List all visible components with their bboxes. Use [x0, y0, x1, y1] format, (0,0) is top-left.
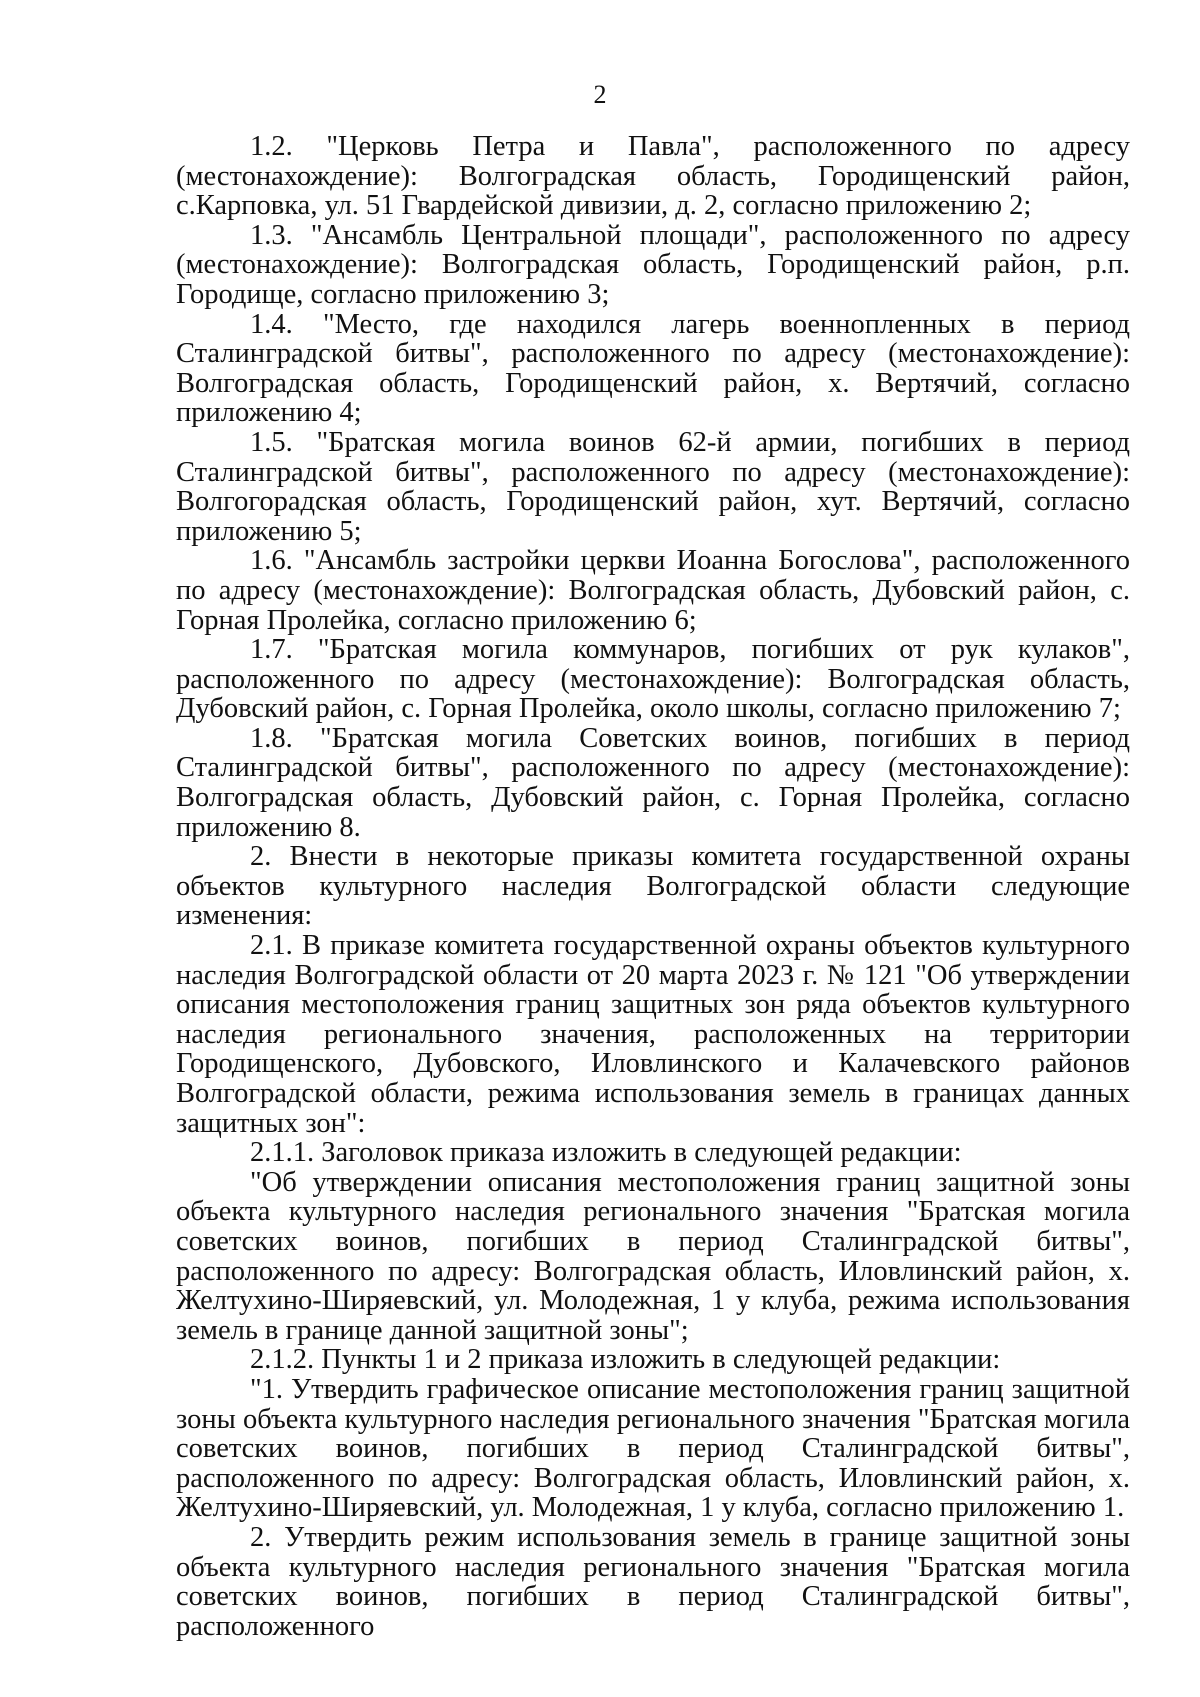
quoted-item-1-paragraph: "1. Утвердить графическое описание местоположения границ защитной зоны объекта культурного наследия регионального значения "Братская могила советских воинов, погибших в период Сталинградской битвы", расположенного по адресу: Волгоградская область, Иловлинский район, х. Желтухино-Ширяевский, ул. Молодежная, 1 у клуба, согласно приложению 1.: [176, 1373, 1130, 1524]
paragraph-1-7: 1.7. "Братская могила коммунаров, погибших от рук кулаков", расположенного по адресу (местонахождение): Волгоградская область, Дубовский район, с. Горная Пролейка, около школы, согласно приложению 7;: [176, 634, 1130, 725]
quoted-item-2-paragraph: 2. Утвердить режим использования земель в границе защитной зоны объекта культурного наследия регионального значения "Братская могила советских воинов, погибших в период Сталинградской битвы", расположенного: [176, 1521, 1130, 1642]
paragraph-1-2: 1.2. "Церковь Петра и Павла", расположенного по адресу (местонахождение): Волгоградская область, Городищенский район, с.Карповка, ул. 51 Гвардейской дивизии, д. 2, согласно приложению 2;: [176, 131, 1130, 222]
paragraph-1-8: 1.8. "Братская могила Советских воинов, погибших в период Сталинградской битвы", расположенного по адресу (местонахождение): Волгоградская область, Дубовский район, с. Горная Пролейка, согласно приложению 8.: [176, 722, 1130, 843]
quoted-title-paragraph: "Об утверждении описания местоположения границ защитной зоны объекта культурного наследия регионального значения "Братская могила советских воинов, погибших в период Сталинградской битвы", расположенного по адресу: Волгоградская область, Иловлинский район, х. Желтухино-Ширяевский, ул. Молодежная, 1 у клуба, режима использования земель в границе данной защитной зоны";: [176, 1166, 1130, 1346]
paragraph-1-3: 1.3. "Ансамбль Центральной площади", расположенного по адресу (местонахождение): Волгоградская область, Городищенский район, р.п. Городище, согласно приложению 3;: [176, 219, 1130, 310]
paragraph-1-6: 1.6. "Ансамбль застройки церкви Иоанна Богослова", расположенного по адресу (местонахождение): Волгоградская область, Дубовский район, с. Горная Пролейка, согласно приложению 6;: [176, 545, 1130, 636]
paragraph-2-1-1: 2.1.1. Заголовок приказа изложить в следующей редакции:: [250, 1137, 962, 1169]
paragraph-2-1-2: 2.1.2. Пункты 1 и 2 приказа изложить в следующей редакции:: [250, 1344, 1001, 1376]
document-body: [176, 132, 1130, 1641]
page-number: 2: [593, 80, 607, 109]
paragraph-2-1: 2.1. В приказе комитета государственной охраны объектов культурного наследия Волгоградской области от 20 марта 2023 г. № 121 "Об утверждении описания местоположения границ защитных зон ряда объектов культурного наследия регионального значения, расположенных на территории Городищенского, Дубовского, Иловлинского и Калачевского районов Волгоградской области, режима использования земель в границах данных защитных зон":: [176, 930, 1130, 1139]
paragraph-2: 2. Внести в некоторые приказы комитета государственной охраны объектов культурного наследия Волгоградской области следующие изменения:: [176, 841, 1130, 932]
paragraph-1-4: 1.4. "Место, где находился лагерь военнопленных в период Сталинградской битвы", расположенного по адресу (местонахождение): Волгоградская область, Городищенский район, х. Вертячий, согласно приложению 4;: [176, 308, 1130, 429]
paragraph-1-5: 1.5. "Братская могила воинов 62-й армии, погибших в период Сталинградской битвы", расположенного по адресу (местонахождение): Волгогорадская область, Городищенский район, хут. Вертячий, согласно приложению 5;: [176, 426, 1130, 547]
